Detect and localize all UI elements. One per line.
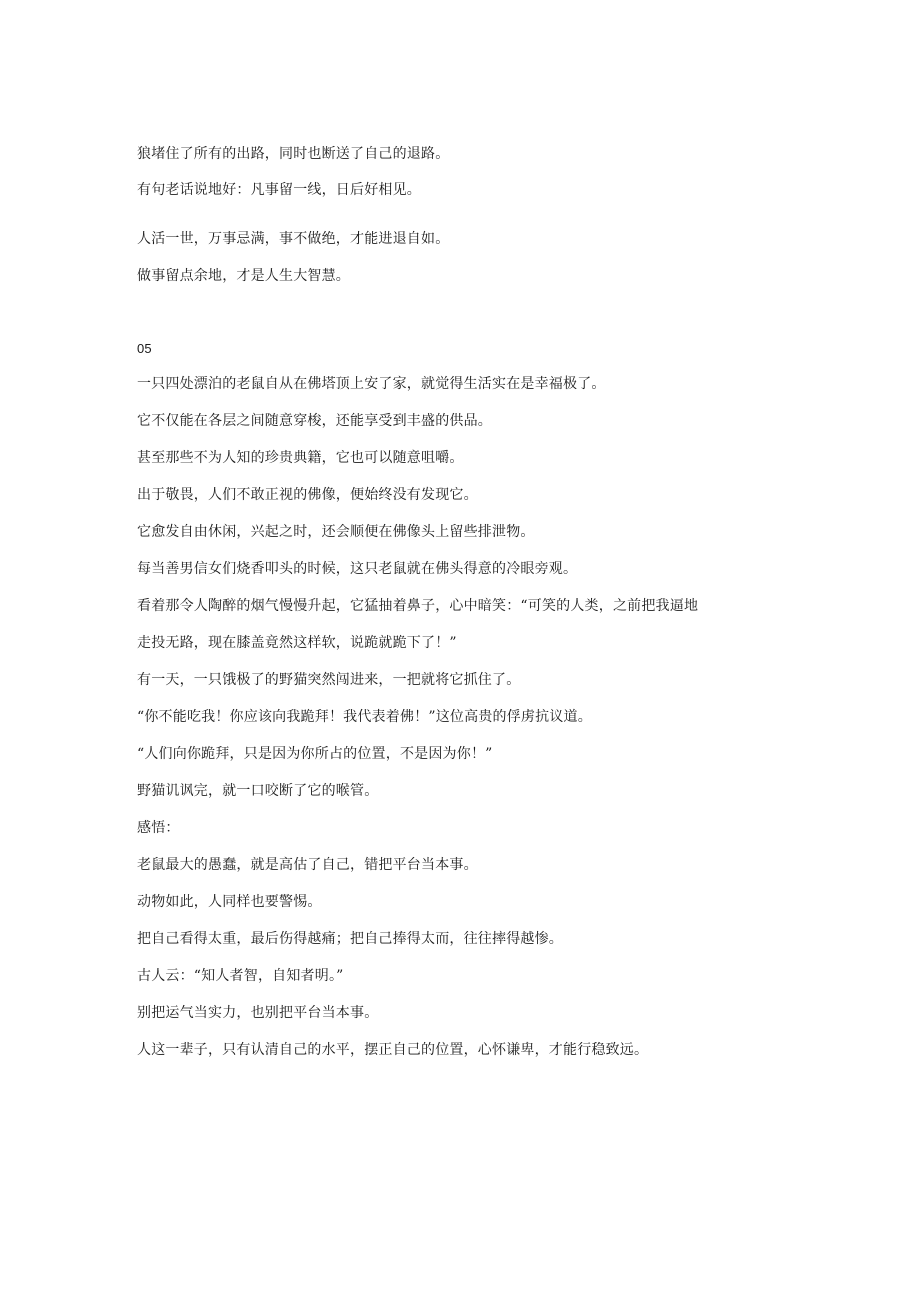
paragraph-line: 每当善男信女们烧香叩头的时候，这只老鼠就在佛头得意的冷眼旁观。 <box>137 561 578 577</box>
paragraph-line: 人活一世，万事忌满，事不做绝，才能进退自如。 <box>137 231 450 247</box>
paragraph-line: 它愈发自由休闲，兴起之时，还会顺便在佛像头上留些排泄物。 <box>137 524 535 540</box>
paragraph-line: 一只四处漂泊的老鼠自从在佛塔顶上安了家，就觉得生活实在是幸福极了。 <box>137 376 606 392</box>
paragraph-line: “你不能吃我！你应该向我跪拜！我代表着佛！”这位高贵的俘虏抗议道。 <box>137 709 592 725</box>
paragraph-line: 感悟： <box>137 820 180 836</box>
paragraph-line: 野猫讥讽完，就一口咬断了它的喉管。 <box>137 783 379 799</box>
paragraph-line: 有句老话说地好：凡事留一线，日后好相见。 <box>137 182 421 198</box>
paragraph-line: 走投无路，现在膝盖竟然这样软，说跪就跪下了！” <box>137 635 457 651</box>
paragraph-line: 它不仅能在各层之间随意穿梭，还能享受到丰盛的供品。 <box>137 413 492 429</box>
section-number: 05 <box>137 341 152 356</box>
paragraph-line: 狼堵住了所有的出路，同时也断送了自己的退路。 <box>137 146 450 162</box>
paragraph-line: 古人云：“知人者智，自知者明。” <box>137 968 344 984</box>
paragraph-line: 看着那令人陶醉的烟气慢慢升起，它猛抽着鼻子，心中暗笑：“可笑的人类，之前把我逼地 <box>137 598 699 614</box>
paragraph-line: “人们向你跪拜，只是因为你所占的位置，不是因为你！” <box>137 746 493 762</box>
paragraph-line: 甚至那些不为人知的珍贵典籍，它也可以随意咀嚼。 <box>137 450 464 466</box>
paragraph-line: 动物如此，人同样也要警惕。 <box>137 894 322 910</box>
paragraph-line: 把自己看得太重，最后伤得越痛；把自己捧得太而，往往摔得越惨。 <box>137 931 563 947</box>
paragraph-line: 别把运气当实力，也别把平台当本事。 <box>137 1005 379 1021</box>
paragraph-line: 人这一辈子，只有认清自己的水平，摆正自己的位置，心怀谦卑，才能行稳致远。 <box>137 1042 649 1058</box>
paragraph-line: 老鼠最大的愚蠢，就是高估了自己，错把平台当本事。 <box>137 857 478 873</box>
paragraph-line: 有一天，一只饿极了的野猫突然闯进来，一把就将它抓住了。 <box>137 672 521 688</box>
paragraph-line: 出于敬畏，人们不敢正视的佛像，便始终没有发现它。 <box>137 487 478 503</box>
paragraph-line: 做事留点余地，才是人生大智慧。 <box>137 268 350 284</box>
